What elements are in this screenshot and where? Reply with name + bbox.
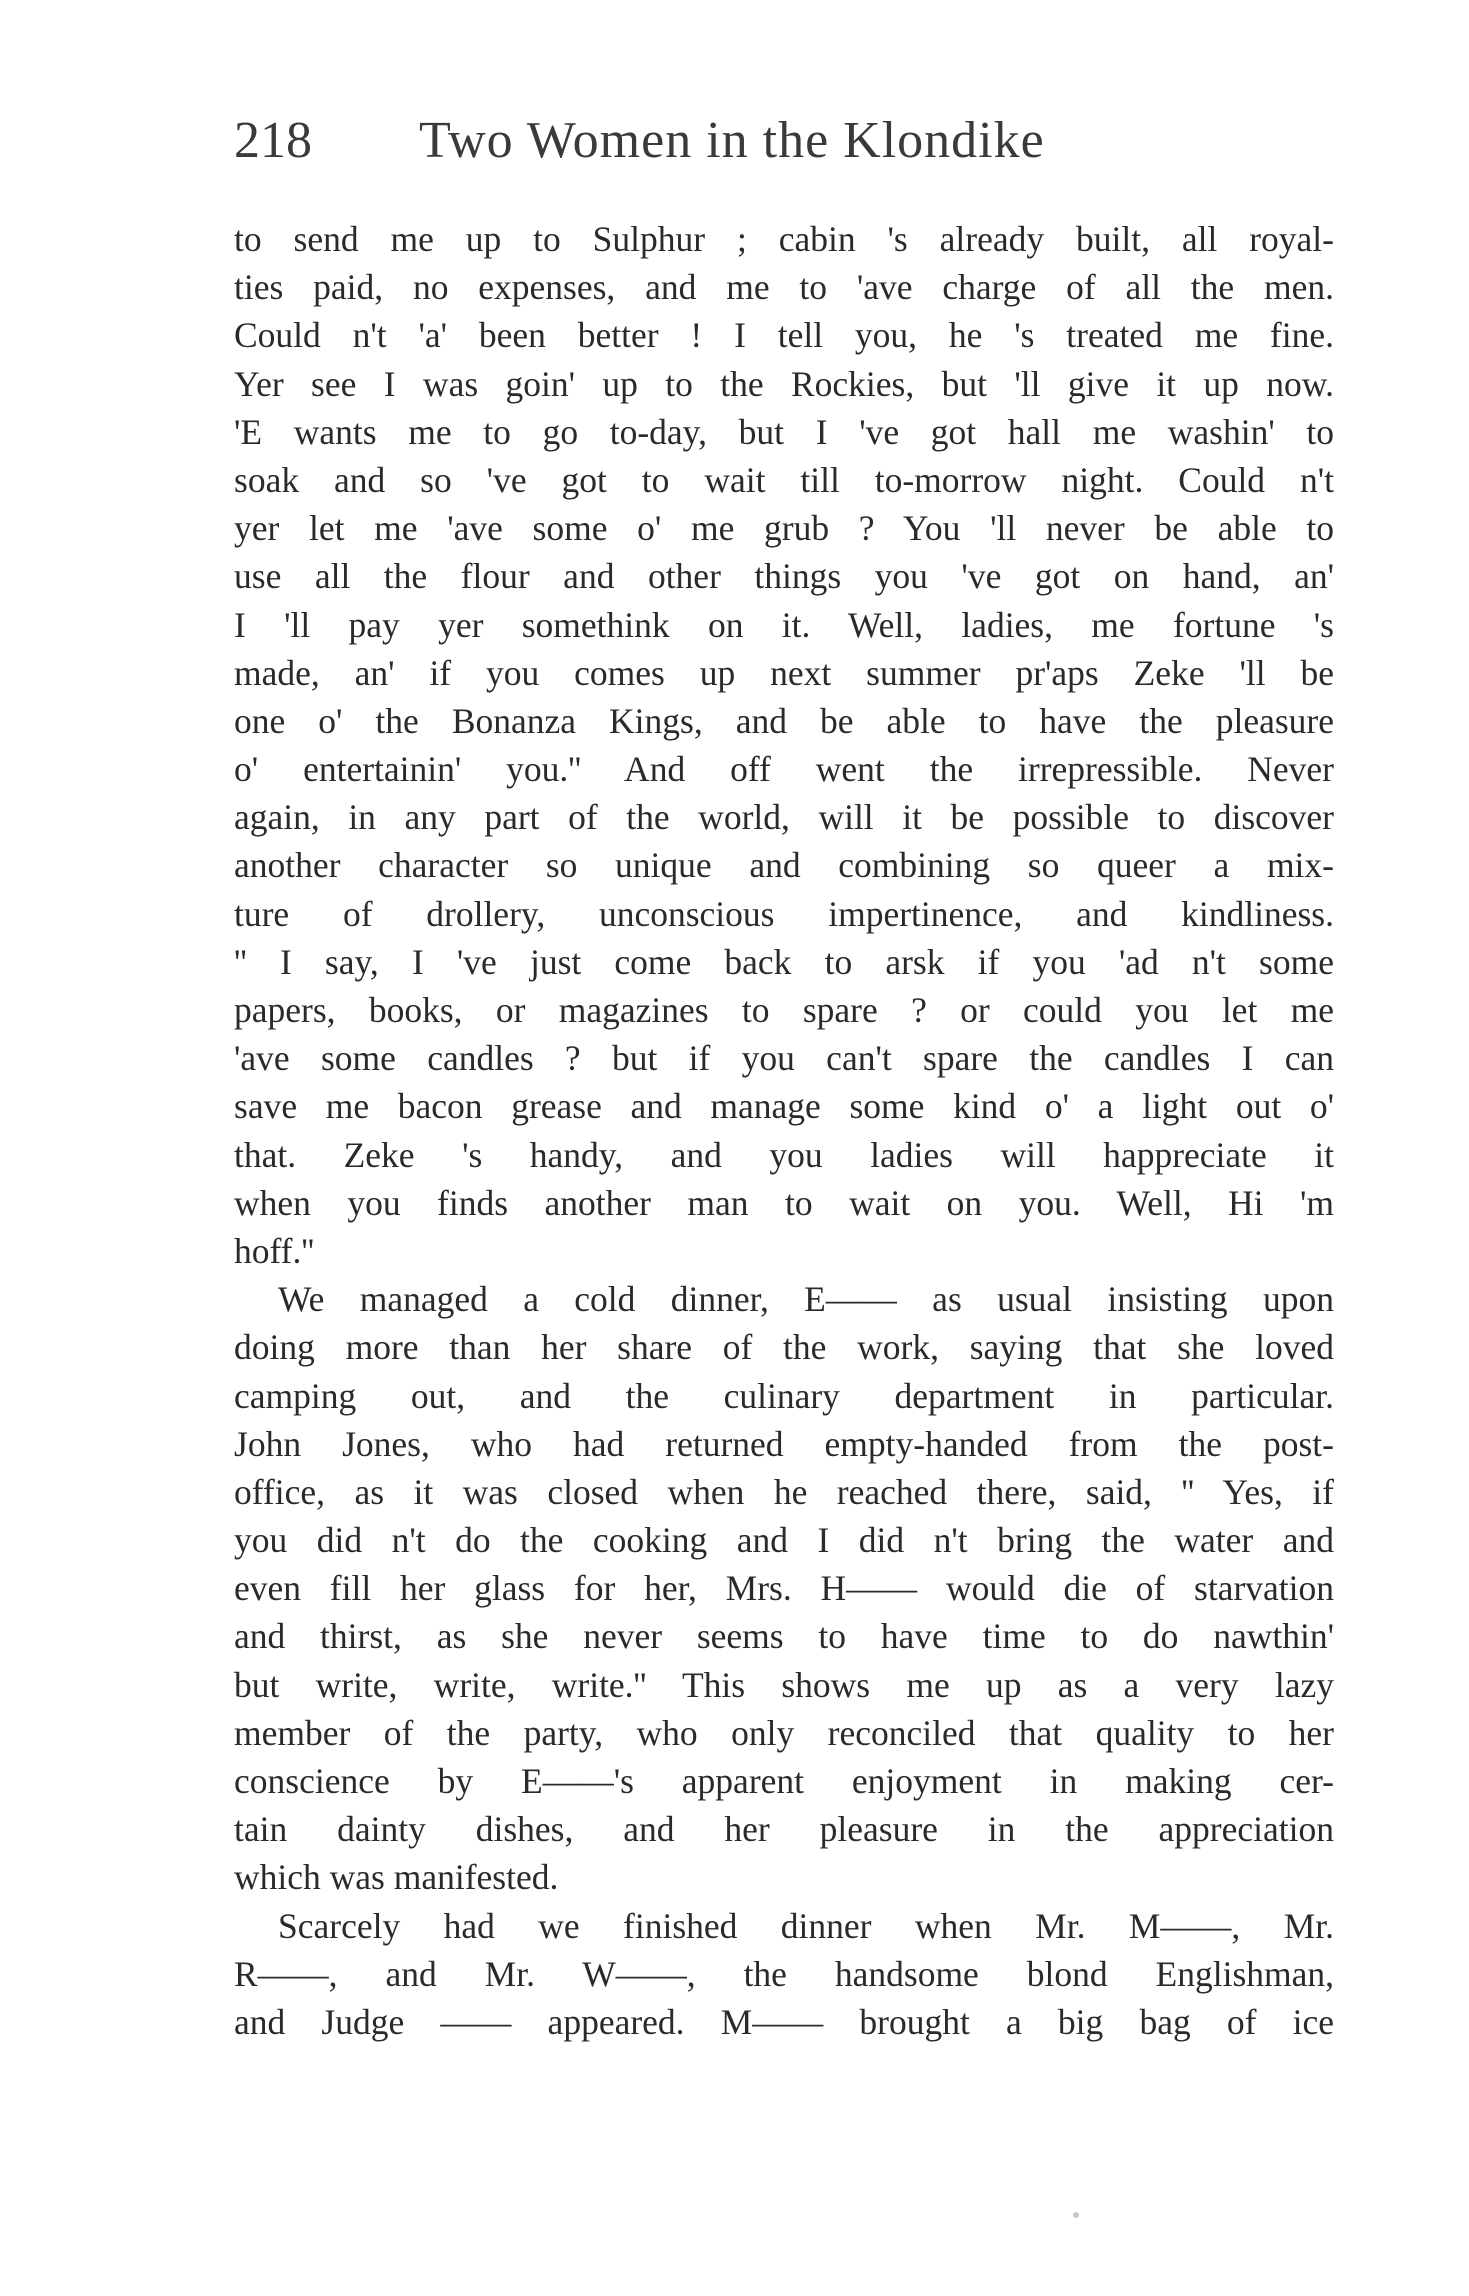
text-line: o' entertainin' you.'' And off went the irrepressible. Never <box>234 749 1334 790</box>
text-line: hoff.'' <box>234 1230 315 1271</box>
text-line: We managed a cold dinner, E—— as usual insisting upon <box>278 1279 1334 1320</box>
text-line: you did n't do the cooking and I did n't bring the water and <box>234 1520 1334 1561</box>
text-line: conscience by E——'s apparent enjoyment in making cer- <box>234 1761 1334 1801</box>
text-line: '' I say, I 've just come back to arsk if you 'ad n't some <box>234 941 1334 982</box>
text-line: when you finds another man to wait on you. Well, Hi 'm <box>234 1182 1334 1223</box>
text-line: another character so unique and combining so queer a mix- <box>234 845 1334 886</box>
text-line: even fill her glass for her, Mrs. H—— would die of starvation <box>234 1568 1334 1609</box>
text-line: and Judge —— appeared. M—— brought a big bag of ice <box>234 2001 1334 2042</box>
text-line: that. Zeke 's handy, and you ladies will happreciate it <box>234 1134 1334 1175</box>
text-line: camping out, and the culinary department in particular. <box>234 1375 1334 1416</box>
text-line: doing more than her share of the work, saying that she loved <box>234 1327 1334 1368</box>
text-line: to send me up to Sulphur ; cabin 's already built, all royal- <box>234 219 1334 259</box>
text-line: 'ave some candles ? but if you can't spare the candles I can <box>234 1038 1334 1079</box>
paragraph-1 <box>234 215 1334 1275</box>
text-line: papers, books, or magazines to spare ? or could you let me <box>234 990 1334 1030</box>
paragraph-2 <box>234 1275 1334 1901</box>
text-line: which was manifested. <box>234 1857 559 1898</box>
text-line: soak and so 've got to wait till to-morrow night. Could n't <box>234 459 1334 500</box>
text-line: one o' the Bonanza Kings, and be able to have the pleasure <box>234 700 1334 741</box>
text-line: but write, write, write.'' This shows me up as a very lazy <box>234 1664 1334 1705</box>
text-line: John Jones, who had returned empty-handed from the post- <box>234 1423 1334 1464</box>
text-line: yer let me 'ave some o' me grub ? You 'll never be able to <box>234 508 1334 549</box>
text-line: ture of drollery, unconscious impertinence, and kindliness. <box>234 893 1334 934</box>
text-line: Scarcely had we finished dinner when Mr. M——, Mr. <box>278 1905 1334 1946</box>
scan-speck <box>1073 2212 1079 2218</box>
text-line: Could n't 'a' been better ! I tell you, he 's treated me fine. <box>234 315 1334 356</box>
page-number: 218 <box>234 112 312 169</box>
text-line: office, as it was closed when he reached there, said, '' Yes, if <box>234 1471 1334 1512</box>
text-line: save me bacon grease and manage some kind o' a light out o' <box>234 1086 1334 1127</box>
text-line: tain dainty dishes, and her pleasure in the appreciation <box>234 1809 1334 1850</box>
text-line: use all the flour and other things you 've got on hand, an' <box>234 556 1334 597</box>
text-line: R——, and Mr. W——, the handsome blond Englishman, <box>234 1953 1334 1994</box>
text-line: I 'll pay yer somethink on it. Well, ladies, me fortune 's <box>234 604 1334 645</box>
running-title: Two Women in the Klondike <box>419 112 1045 169</box>
running-head <box>234 106 1334 176</box>
text-line: Yer see I was goin' up to the Rockies, but 'll give it up now. <box>234 363 1334 404</box>
text-line: 'E wants me to go to-day, but I 've got hall me washin' to <box>234 411 1334 452</box>
text-line: and thirst, as she never seems to have time to do nawthin' <box>234 1616 1334 1657</box>
text-line: made, an' if you comes up next summer pr'aps Zeke 'll be <box>234 652 1334 693</box>
text-line: again, in any part of the world, will it be possible to discover <box>234 797 1334 838</box>
body-text <box>234 215 1334 2046</box>
paragraph-3 <box>234 1902 1334 2047</box>
text-line: ties paid, no expenses, and me to 'ave charge of all the men. <box>234 267 1334 308</box>
text-line: member of the party, who only reconciled that quality to her <box>234 1712 1334 1753</box>
